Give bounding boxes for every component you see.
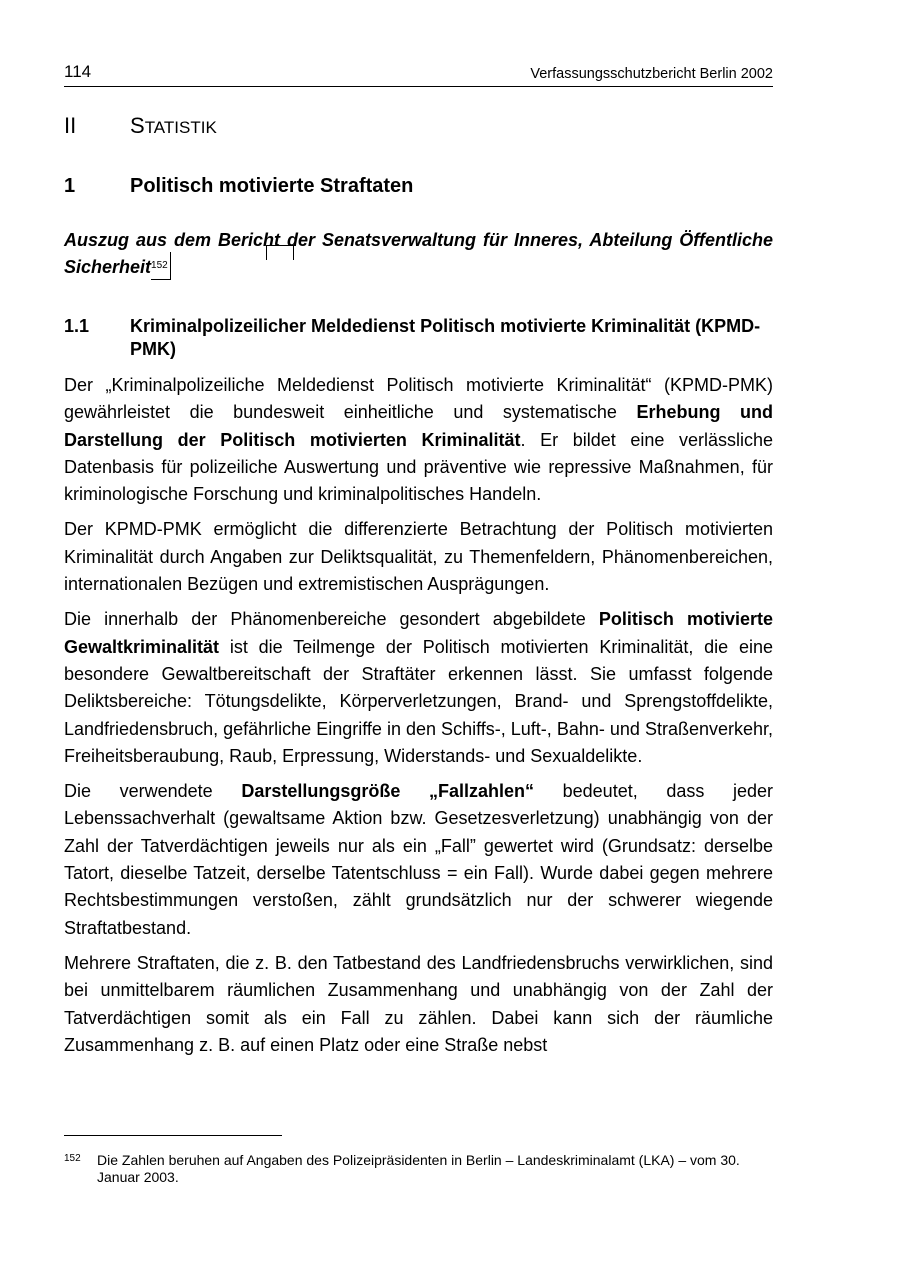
excerpt-text: Auszug aus dem Bericht der Senatsverwaltung für Inneres, Abteilung Öffentliche Sicherheit	[64, 230, 773, 277]
paragraph-text: . Er bildet eine verlässliche Datenbasis für polizeiliche Auswertung und präventive wie repressive Maßnahmen, für kriminologische Forschung und kriminalpolitisches Handeln.	[64, 429, 773, 505]
chapter-number: 1	[64, 175, 76, 197]
part-title-rest: TATISTIK	[144, 118, 217, 137]
paragraph-text: Die innerhalb der Phänomenbereiche gesondert abgebildete	[64, 609, 599, 630]
paragraph-emphasis: Darstellungsgröße „Fallzahlen“	[241, 781, 535, 802]
part-heading	[64, 113, 217, 139]
body-text	[64, 372, 773, 1067]
paragraph-emphasis: Politisch motivierte Gewaltkriminalität	[64, 609, 774, 657]
paragraph	[64, 606, 773, 770]
excerpt-heading	[64, 227, 773, 282]
paragraph-text: ist die Teilmenge der Politisch motivierten Kriminalität, die eine besondere Gewaltbereitschaft der Straftäter erkennen lässt. Sie umfasst folgende Deliktsbereiche: Tötungsdelikte, Körperverletzungen, Brand- und Sprengstoffdelikte, Landfriedensbruch, gefährliche Eingriffe in den Schiffs-, Luft-, Bahn- und Straßenverkehr, Freiheitsberaubung, Raub, Erpressung, Widerstands- und Sexualdelikte.	[64, 636, 773, 766]
footnote	[64, 1152, 773, 1186]
footnote-number: 152	[64, 1153, 81, 1164]
section-title: Kriminalpolizeilicher Meldedienst Politisch motivierte Kriminalität (KPMD-PMK)	[130, 316, 761, 359]
paragraph: Der KPMD-PMK ermöglicht die differenzierte Betrachtung der Politisch motivierten Kriminalität durch Angaben zur Deliktsqualität, zu Themenfeldern, Phänomenbereichen, internationalen Bezügen und extremistischen Ausprägungen.	[64, 519, 773, 595]
paragraph: Mehrere Straftaten, die z. B. den Tatbestand des Landfriedensbruchs verwirklichen, sind bei unmittelbarem räumlichen Zusammenhang und unabhängig von der Zahl der Tatverdächtigen somit als ein Fall zu zählen. Dabei kann sich der räumliche Zusammenhang z. B. auf einen Platz oder eine Straße nebst	[64, 952, 773, 1055]
chapter-heading	[64, 175, 413, 198]
footnote-text: Die Zahlen beruhen auf Angaben des Polizeipräsidenten in Berlin – Landeskriminalamt (LKA) – vom 30. Januar 2003.	[97, 1152, 740, 1185]
paragraph-text: bedeutet, dass jeder Lebenssachverhalt (gewaltsame Aktion bzw. Gesetzesverletzung) unabhängig von der Zahl der Tatverdächtigen jeweils nur als ein „Fall” gewertet wird (Grundsatz: derselbe Tatort, dieselbe Tatzeit, derselbe Tatentschluss = ein Fall). Wurde dabei gegen mehrere Rechtsbestimmungen verstoßen, zählt grundsätzlich nur der schwerer wiegende Straftatbestand.	[64, 781, 774, 938]
footnote-reference-frame	[266, 245, 294, 260]
chapter-title: Politisch motivierte Straftaten	[130, 175, 414, 197]
paragraph	[64, 778, 773, 942]
part-title-initial: S	[130, 113, 145, 138]
part-number: II	[64, 113, 77, 138]
paragraph-emphasis: Erhebung und Darstellung der Politisch motivierten Kriminalität	[64, 402, 774, 450]
running-title: Verfassungsschutzbericht Berlin 2002	[530, 66, 773, 82]
section-number: 1.1	[64, 316, 90, 336]
footnote-separator	[64, 1135, 282, 1136]
paragraph	[64, 372, 773, 508]
paragraph-text: Die verwendete	[64, 781, 242, 802]
paragraph-text: Der „Kriminalpolizeiliche Meldedienst Politisch motivierte Kriminalität“ (KPMD-PMK) gewährleistet die bundesweit einheitliche und systematische	[64, 375, 773, 423]
footnote-reference[interactable]: 152	[151, 252, 171, 280]
page-header	[64, 62, 773, 87]
page-number: 114	[64, 62, 92, 81]
